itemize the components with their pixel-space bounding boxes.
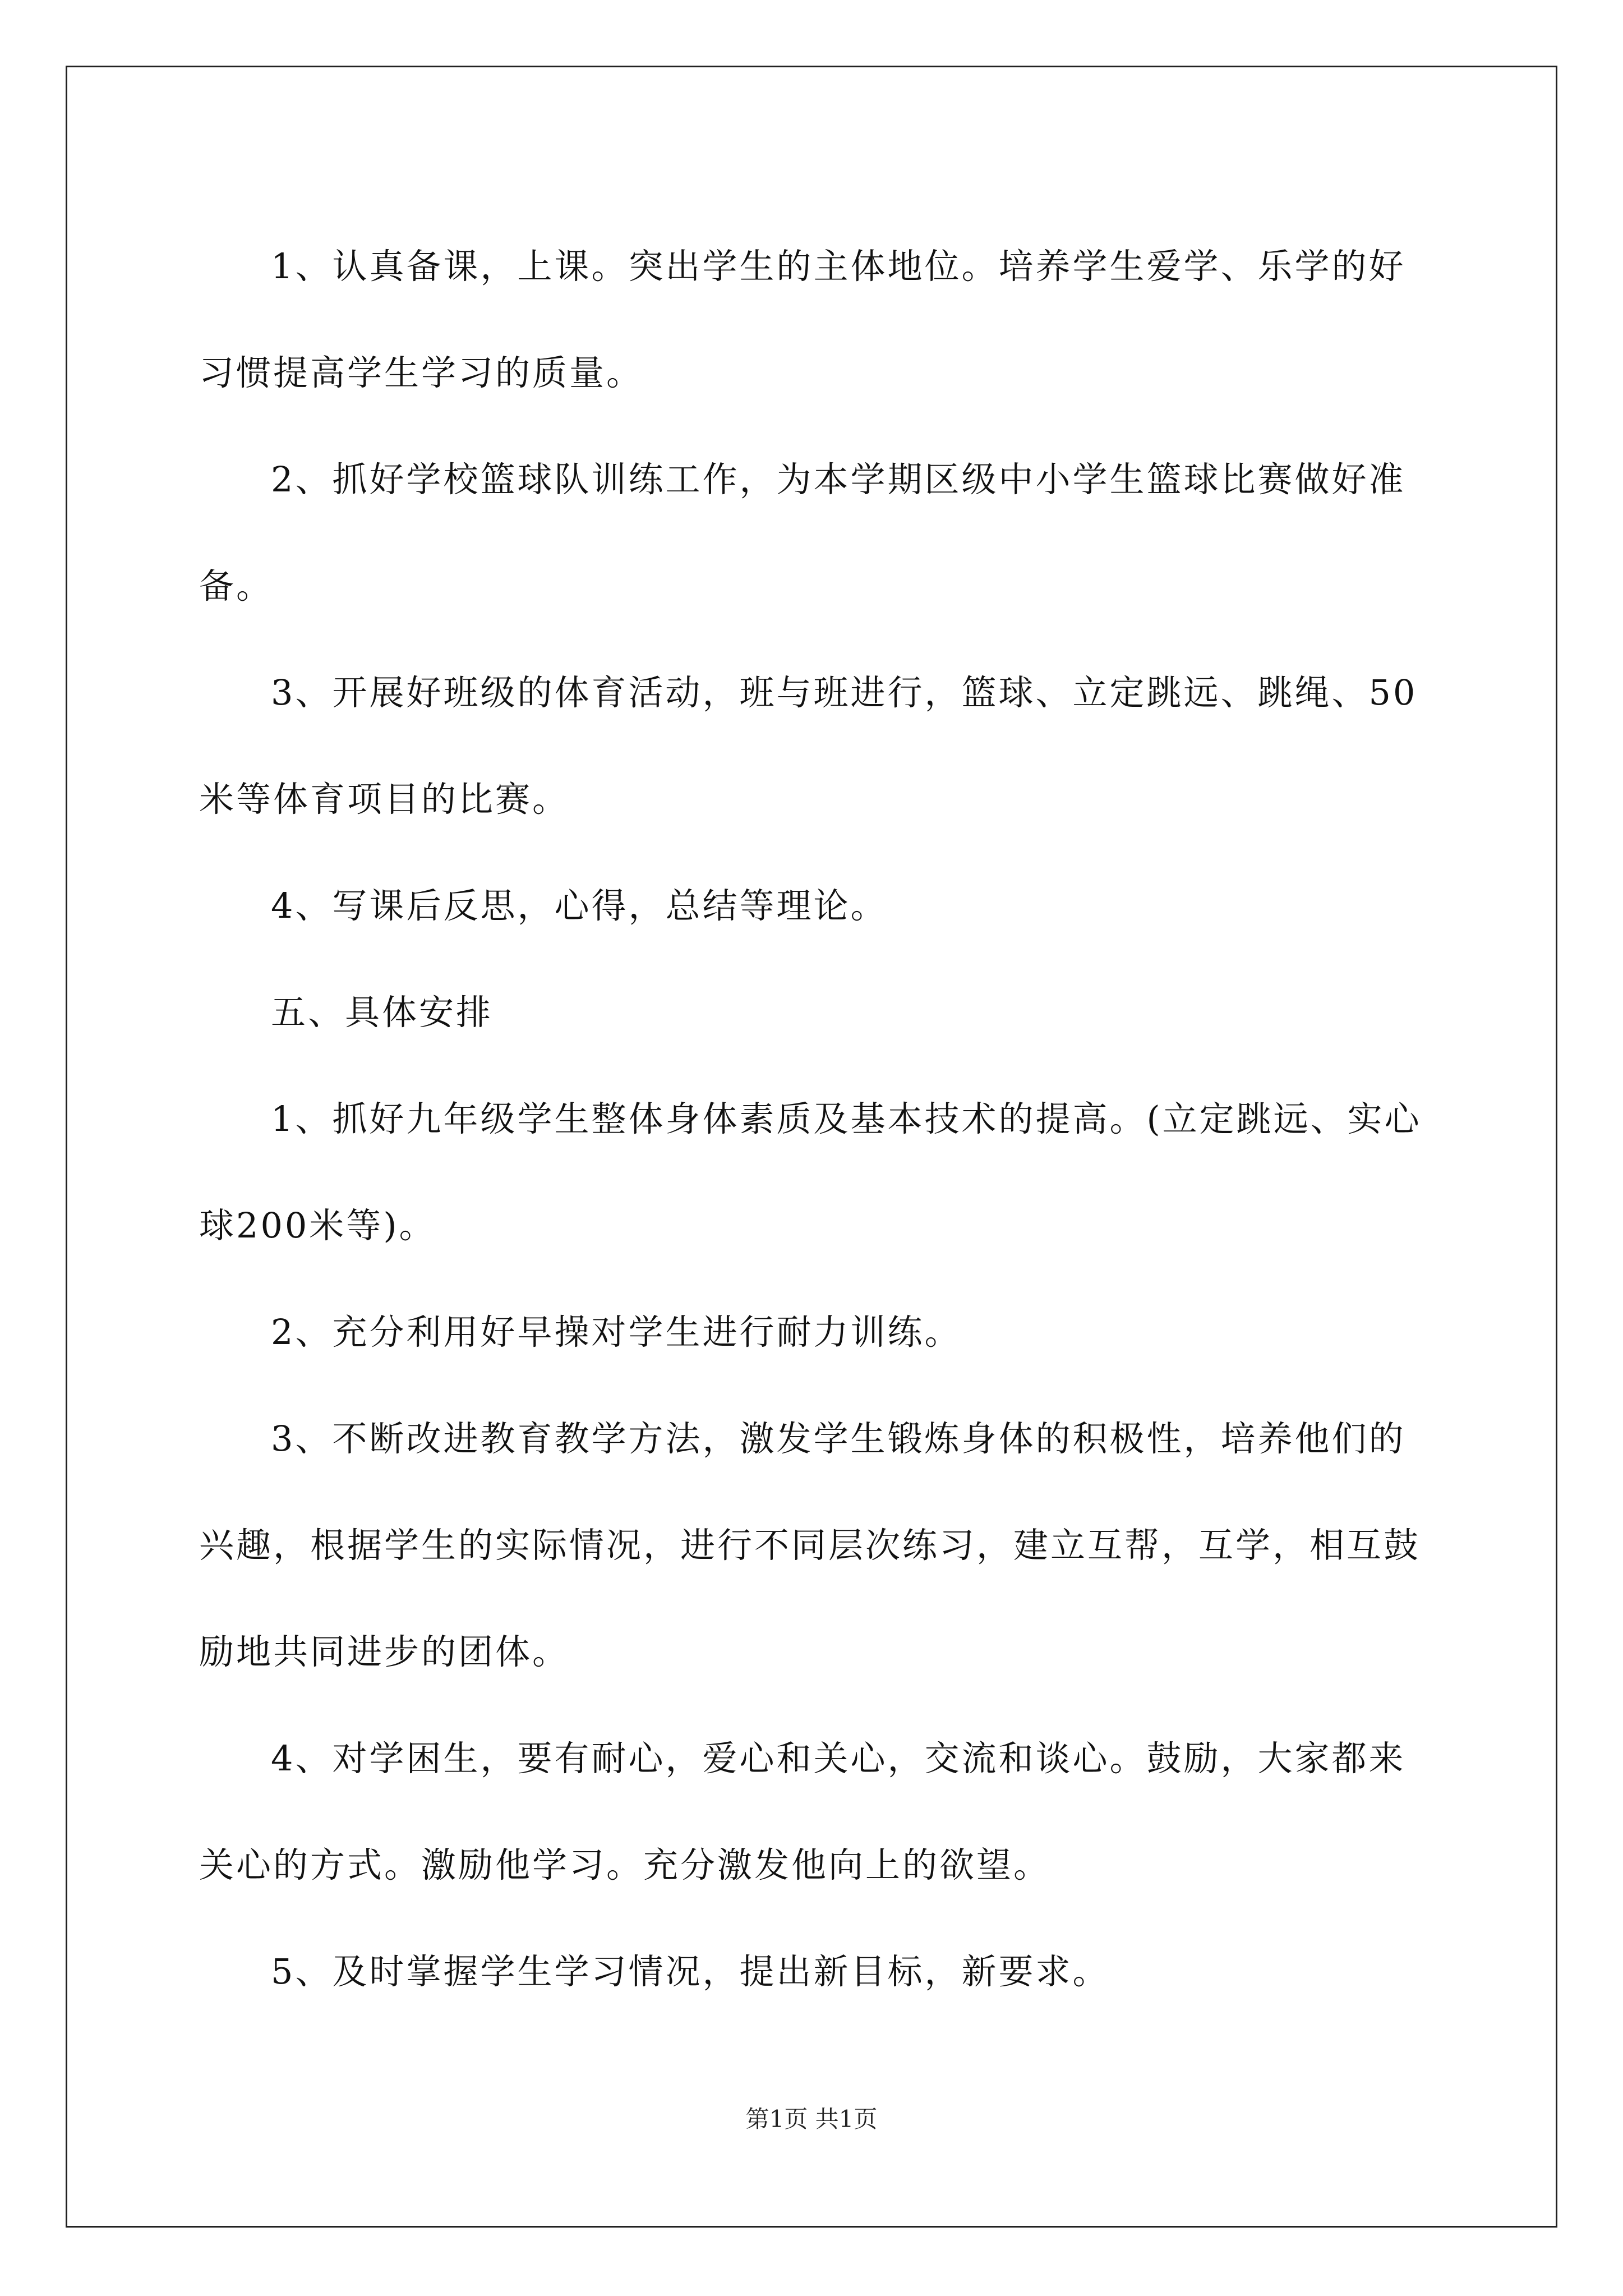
page-number: 第1页 共1页 [745, 2105, 878, 2133]
paragraph-goal-2: 2、抓好学校篮球队训练工作，为本学期区级中小学生篮球比赛做好准备。 [199, 459, 1406, 606]
paragraph-goal-1: 1、认真备课，上课。突出学生的主体地位。培养学生爱学、乐学的好习惯提高学生学习的质量。 [199, 246, 1406, 393]
paragraph-goal-3: 3、开展好班级的体育活动，班与班进行，篮球、立定跳远、跳绳、50米等体育项目的比赛。 [199, 672, 1418, 820]
paragraph-plan-4: 4、对学困生，要有耐心，爱心和关心，交流和谈心。鼓励，大家都来关心的方式。激励他学习。充分激发他向上的欲望。 [199, 1738, 1406, 1885]
paragraph-plan-3: 3、不断改进教育教学方法，激发学生锻炼身体的积极性，培养他们的兴趣，根据学生的实际情况，进行不同层次练习，建立互帮，互学，相互鼓励地共同进步的团体。 [199, 1418, 1421, 1672]
paragraph-plan-1: 1、抓好九年级学生整体身体素质及基本技术的提高。(立定跳远、实心球200米等)。 [199, 1098, 1422, 1246]
document-body [199, 213, 1433, 2025]
paragraph-goal-4: 4、写课后反思，心得，总结等理论。 [271, 885, 888, 926]
paragraph-plan-5: 5、及时掌握学生学习情况，提出新目标，新要求。 [271, 1951, 1110, 1992]
section-heading: 五、具体安排 [271, 992, 494, 1033]
paragraph-plan-2: 2、充分利用好早操对学生进行耐力训练。 [271, 1312, 962, 1352]
